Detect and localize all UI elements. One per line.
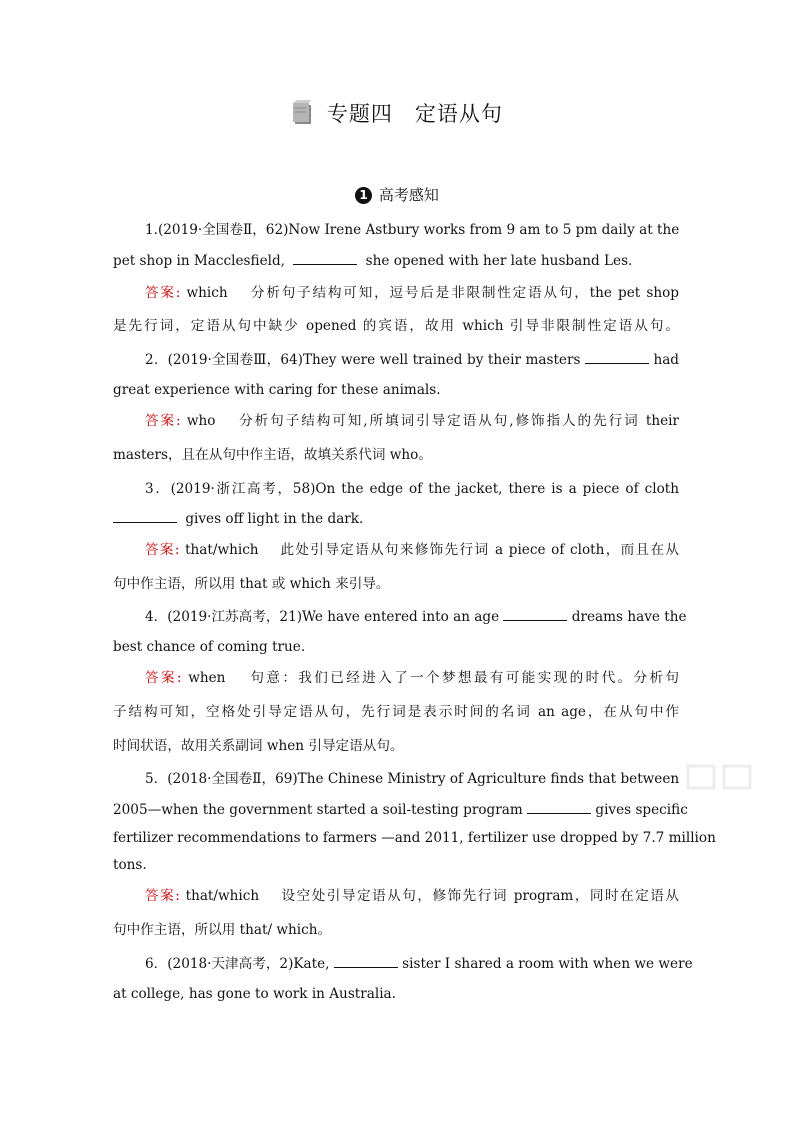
answer-4-line-3: 时间状语，故用关系副词 when 引导定语从句。 — [113, 738, 404, 754]
answer-blank — [527, 801, 591, 814]
question-5-line-4: tons. — [113, 857, 147, 873]
question-1-line-2: pet shop in Macclesfield, she opened with her late husband Les. — [113, 253, 633, 269]
answer-blank — [503, 608, 567, 621]
answer-1-line-1: 答案: which 分析句子结构可知，逗号后是非限制性定语从句，the pet shop — [145, 285, 679, 301]
answer-4-line-1: 答案: when 句意：我们已经进入了一个梦想最有可能实现的时代。分析句 — [145, 670, 680, 686]
question-6-line-1: 6．(2018·天津高考，2)Kate, sister I shared a room with when we were — [145, 956, 693, 972]
answer-3-line-2: 句中作主语，所以用 that 或 which 来引导。 — [113, 576, 390, 592]
answer-label: 答案: — [145, 542, 180, 558]
section-label: 高考感知 — [378, 186, 439, 204]
answer-label: 答案: — [145, 888, 180, 904]
answer-label: 答案: — [145, 413, 181, 429]
section-number-badge: 1 — [355, 187, 372, 204]
question-3-line-2: gives off light in the dark. — [113, 509, 679, 529]
answer-2-line-2: masters，且在从句中作主语，故填关系代词 who。 — [113, 447, 432, 463]
page-title-block — [0, 98, 794, 128]
answer-4-line-2: 子结构可知，空格处引导定语从句，先行词是表示时间的名词 an age，在从句中作 — [113, 704, 679, 720]
question-5-line-2: 2005—when the government started a soil-testing program gives specific — [113, 802, 688, 818]
question-4-line-1: 4．(2019·江苏高考，21)We have entered into an age dreams have the — [145, 609, 687, 625]
question-5-line-3: fertilizer recommendations to farmers —and 2011, fertilizer use dropped by 7.7 million — [113, 830, 716, 846]
question-3-line-1: 3．(2019·浙江高考，58)On the edge of the jacket, there is a piece of cloth — [145, 481, 679, 497]
answer-3-line-1: 答案: that/which 此处引导定语从句来修饰先行词 a piece of cloth，而且在从 — [145, 542, 679, 558]
answer-label: 答案: — [145, 285, 181, 301]
question-2-line-1: 2．(2019·全国卷Ⅲ，64)They were well trained by their masters had — [145, 352, 679, 368]
answer-blank — [334, 955, 398, 968]
answer-blank — [113, 510, 177, 523]
answer-blank — [585, 351, 649, 364]
watermark-logo — [684, 760, 758, 794]
question-1-line-1: 1.(2019·全国卷Ⅱ，62)Now Irene Astbury works from 9 am to 5 pm daily at the — [145, 222, 680, 238]
answer-5-line-1: 答案: that/which 设空处引导定语从句，修饰先行词 program，同时在定语从 — [145, 888, 679, 904]
section-heading — [0, 184, 794, 205]
answer-5-line-2: 句中作主语，所以用 that/ which。 — [113, 922, 332, 938]
question-6-line-2: at college, has gone to work in Australia. — [113, 986, 396, 1002]
page-title: 专题四 定语从句 — [326, 102, 503, 126]
book-icon — [291, 99, 313, 125]
question-2-line-2: great experience with caring for these animals. — [113, 382, 441, 398]
answer-label: 答案: — [145, 670, 182, 686]
answer-blank — [293, 252, 357, 265]
answer-2-line-1: 答案: who 分析句子结构可知,所填词引导定语从句,修饰指人的先行词 their — [145, 413, 679, 429]
answer-1-line-2: 是先行词，定语从句中缺少 opened 的宾语，故用 which 引导非限制性定语从句。 — [113, 318, 679, 334]
question-4-line-2: best chance of coming true. — [113, 639, 306, 655]
question-5-line-1: 5．(2018·全国卷Ⅱ，69)The Chinese Ministry of Agriculture finds that between — [145, 771, 680, 787]
